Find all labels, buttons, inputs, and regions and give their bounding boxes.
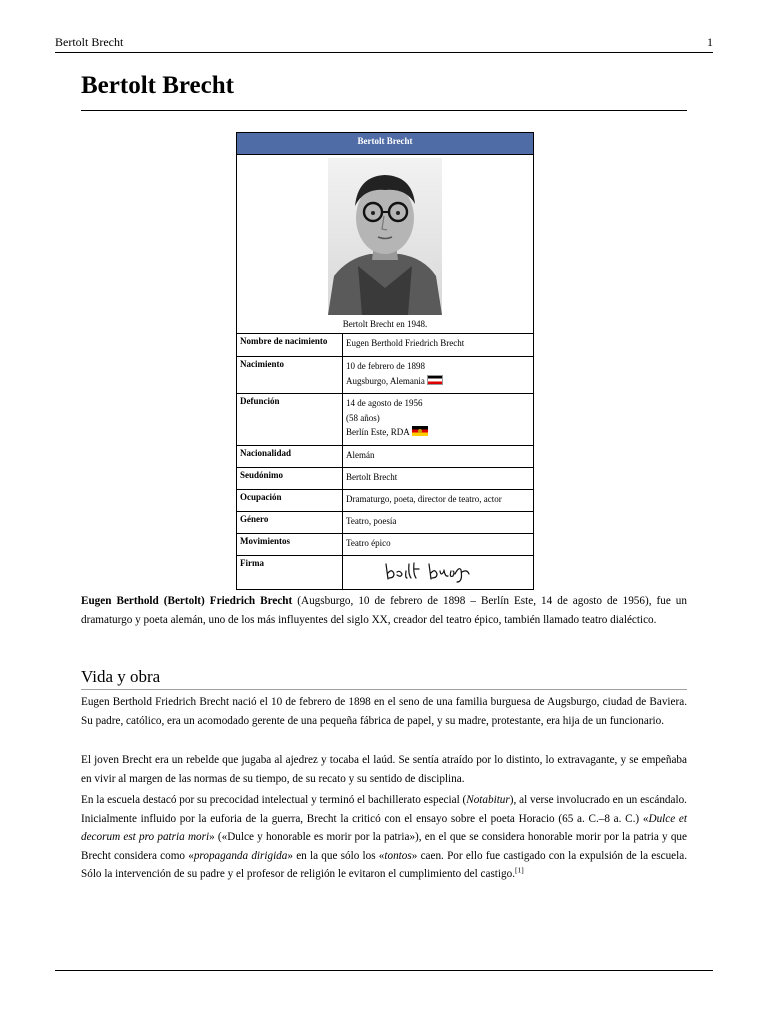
infobox-heading: Bertolt Brecht — [237, 133, 533, 155]
section-heading: Vida y obra — [81, 667, 161, 686]
german-empire-flag-icon — [427, 375, 443, 385]
signature-image — [383, 560, 487, 584]
page-title: Bertolt Brecht — [81, 72, 234, 99]
infobox-label: Ocupación — [237, 490, 343, 511]
infobox-label: Seudónimo — [237, 468, 343, 489]
infobox-label: Movimientos — [237, 534, 343, 555]
infobox-label: Firma — [237, 556, 343, 589]
paragraph-1: Eugen Berthold Friedrich Brecht nació el 10 de febrero de 1898 en el seno de una familia burguesa de Augsburgo, ciudad de Baviera. Su padre, católico, era un acomodado gerente de una pequeña fábrica de papel, y su madre, protestante, era hija de un funcionario. — [81, 696, 687, 727]
infobox-row — [237, 445, 533, 467]
signature-cell — [343, 556, 533, 589]
infobox-value: Teatro épico — [346, 538, 391, 548]
infobox-value: Bertolt Brecht — [346, 472, 398, 482]
infobox-value: Dramaturgo, poeta, director de teatro, actor — [346, 494, 502, 504]
infobox-row — [237, 511, 533, 533]
infobox-row — [237, 555, 533, 589]
infobox-row — [237, 467, 533, 489]
footer-rule — [55, 970, 713, 971]
title-rule — [81, 110, 687, 111]
infobox-value: 14 de agosto de 1956 (58 años) Berlín Este, RDA — [343, 394, 533, 445]
paragraph-2: El joven Brecht era un rebelde que jugaba al ajedrez y tocaba el laúd. Se sentía atraído por lo distinto, lo extravagante, y se empeñaba en vivir al margen de las normas de su tiempo, de su recato y su sentido de disciplina. — [81, 754, 687, 785]
section-rule — [81, 689, 687, 690]
intro-paragraph: Eugen Berthold (Bertolt) Friedrich Brecht (Augsburgo, 10 de febrero de 1898 – Berlín Este, 14 de agosto de 1956), fue un dramaturgo y poeta alemán, uno de los más influyentes del siglo XX, creador del teatro épico, también llamado teatro dialéctico. — [81, 595, 687, 626]
infobox-label: Nacionalidad — [237, 446, 343, 467]
infobox-value: Alemán — [346, 450, 375, 460]
subject-name: Eugen Berthold (Bertolt) Friedrich Brecht — [81, 595, 293, 607]
infobox-value: 10 de febrero de 1898 Augsburgo, Alemania — [343, 357, 533, 393]
infobox-label: Nombre de nacimiento — [237, 334, 343, 356]
infobox-label: Defunción — [237, 394, 343, 445]
portrait-photo — [328, 158, 442, 315]
infobox-value: Teatro, poesía — [346, 516, 397, 526]
photo-caption: Bertolt Brecht en 1948. — [342, 319, 428, 329]
infobox-label: Nacimiento — [237, 357, 343, 393]
gdr-flag-icon — [412, 426, 428, 436]
running-header — [55, 35, 713, 53]
infobox-row — [237, 356, 533, 393]
infobox-row — [237, 533, 533, 555]
infobox-photo-cell — [237, 155, 533, 333]
infobox-value: Eugen Berthold Friedrich Brecht — [346, 338, 465, 348]
infobox-row — [237, 393, 533, 445]
infobox-row — [237, 489, 533, 511]
infobox-row — [237, 333, 533, 356]
citation-link[interactable]: [1] — [515, 865, 524, 875]
running-title: Bertolt Brecht — [55, 35, 124, 49]
page-number: 1 — [707, 35, 713, 49]
infobox — [236, 132, 534, 590]
paragraph-3: En la escuela destacó por su precocidad intelectual y terminó el bachillerato especial (Notabitur), al verse involucrado en un escándalo. Inicialmente influido por la euforia de la guerra, Brecht la criticó con el ensayo sobre el poeta Horacio (65 a. C.–8 a. C.) «Dulce et decorum est pro patria mori» («Dulce y honorable es morir por la patria»), en el que se considera honorable morir por la patria y que Brecht considera como «propaganda dirigida» en la que sólo los «tontos» caen. Por ello fue castigado con la expulsión de la escuela. Sólo la intervención de su padre y el profesor de religión le evitaron el cumplimiento del castigo.[1] — [81, 794, 687, 880]
infobox-label: Género — [237, 512, 343, 533]
